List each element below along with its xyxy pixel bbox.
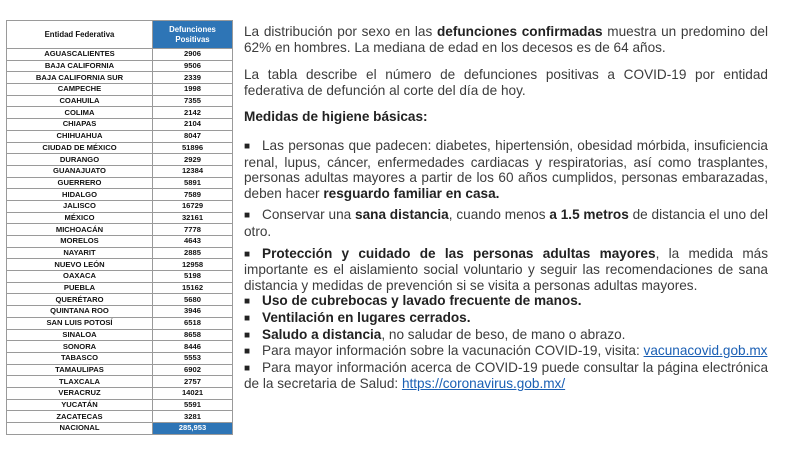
death-count: 2929 bbox=[153, 154, 233, 166]
bullet-cubrebocas: ■ Uso de cubrebocas y lavado frecuente de manos. bbox=[244, 293, 582, 309]
entity-name: QUINTANA ROO bbox=[7, 306, 153, 318]
death-count: 15162 bbox=[153, 282, 233, 294]
bullet-saludo: ■ Saludo a distancia, no saludar de beso, de mano o abrazo. bbox=[244, 326, 626, 342]
table-row bbox=[7, 224, 233, 236]
entity-name: GUANAJUATO bbox=[7, 165, 153, 177]
death-count: 7355 bbox=[153, 95, 233, 107]
entity-name: NUEVO LEÓN bbox=[7, 259, 153, 271]
entity-name: HIDALGO bbox=[7, 189, 153, 201]
entity-name: GUERRERO bbox=[7, 177, 153, 189]
paragraph-table-description: La tabla describe el número de defunciones positivas a COVID-19 por entidad federativa de defunción al corte del día de hoy. bbox=[244, 67, 768, 98]
entity-name: COAHUILA bbox=[7, 95, 153, 107]
death-count: 2885 bbox=[153, 247, 233, 259]
table-row bbox=[7, 306, 233, 318]
table-row bbox=[7, 376, 233, 388]
entity-name: BAJA CALIFORNIA SUR bbox=[7, 72, 153, 84]
table-total-row bbox=[7, 423, 233, 435]
table-row bbox=[7, 364, 233, 376]
death-count: 3946 bbox=[153, 306, 233, 318]
bullet-vulnerable-groups: ■ Las personas que padecen: diabetes, hipertensión, obesidad mórbida, insuficiencia renal, lupus, cáncer, enfermedades cardiacas y respiratorias, así como trasplantes, personas adultas mayores a partir de los 60 años cumplidos, personas embarazadas, deben hacer resguardo familiar en casa. bbox=[244, 137, 768, 201]
death-count: 51896 bbox=[153, 142, 233, 154]
entity-name: YUCATÁN bbox=[7, 399, 153, 411]
bullet-sana-distancia: ■ Conservar una sana distancia, cuando menos a 1.5 metros de distancia el uno del otro. bbox=[244, 207, 768, 239]
table-row bbox=[7, 341, 233, 353]
table-row bbox=[7, 329, 233, 341]
death-count: 2339 bbox=[153, 72, 233, 84]
entity-name: DURANGO bbox=[7, 154, 153, 166]
entity-name: QUERÉTARO bbox=[7, 294, 153, 306]
death-count: 5198 bbox=[153, 271, 233, 283]
entity-name: MÉXICO bbox=[7, 212, 153, 224]
entity-name: SONORA bbox=[7, 341, 153, 353]
entity-name: VERACRUZ bbox=[7, 387, 153, 399]
death-count: 6902 bbox=[153, 364, 233, 376]
entity-name: SAN LUIS POTOSÍ bbox=[7, 317, 153, 329]
death-count: 12384 bbox=[153, 165, 233, 177]
table-row bbox=[7, 49, 233, 61]
table-row bbox=[7, 60, 233, 72]
bullet-square-icon: ■ bbox=[244, 362, 251, 374]
death-count: 5680 bbox=[153, 294, 233, 306]
deaths-by-state-table-container bbox=[6, 20, 232, 435]
bullet-adultos-mayores: ■ Protección y cuidado de las personas adultas mayores, la medida más importante es el aislamiento social voluntario y seguir las recomendaciones de sana distancia y medidas de prevención si se visita a personas adultas mayores. bbox=[244, 245, 769, 293]
table-row bbox=[7, 317, 233, 329]
entity-name: MORELOS bbox=[7, 236, 153, 248]
entity-name: MICHOACÁN bbox=[7, 224, 153, 236]
table-row bbox=[7, 142, 233, 154]
entity-name: PUEBLA bbox=[7, 282, 153, 294]
death-count: 16729 bbox=[153, 200, 233, 212]
table-row bbox=[7, 84, 233, 96]
bullet-square-icon: ■ bbox=[244, 346, 251, 358]
table-row bbox=[7, 119, 233, 131]
death-count: 2104 bbox=[153, 119, 233, 131]
table-row bbox=[7, 399, 233, 411]
hygiene-heading: Medidas de higiene básicas: bbox=[244, 109, 428, 125]
deaths-by-state-table bbox=[6, 20, 233, 435]
table-row bbox=[7, 259, 233, 271]
entity-name: NAYARIT bbox=[7, 247, 153, 259]
table-row bbox=[7, 107, 233, 119]
bullet-square-icon: ■ bbox=[244, 329, 251, 341]
entity-name: CHIAPAS bbox=[7, 119, 153, 131]
death-count: 2906 bbox=[153, 49, 233, 61]
bullet-square-icon: ■ bbox=[244, 210, 251, 222]
death-count: 2757 bbox=[153, 376, 233, 388]
header-deaths: Defunciones Positivas bbox=[153, 21, 233, 49]
table-body bbox=[7, 49, 233, 423]
bullet-square-icon: ■ bbox=[244, 312, 251, 324]
entity-name: CHIHUAHUA bbox=[7, 130, 153, 142]
death-count: 8047 bbox=[153, 130, 233, 142]
bullet-ventilacion: ■ Ventilación en lugares cerrados. bbox=[244, 309, 471, 325]
bullet-square-icon: ■ bbox=[244, 140, 251, 152]
entity-name: OAXACA bbox=[7, 271, 153, 283]
death-count: 14021 bbox=[153, 387, 233, 399]
death-count: 32161 bbox=[153, 212, 233, 224]
death-count: 7589 bbox=[153, 189, 233, 201]
entity-name: TAMAULIPAS bbox=[7, 364, 153, 376]
table-row bbox=[7, 247, 233, 259]
entity-name: CIUDAD DE MÉXICO bbox=[7, 142, 153, 154]
death-count: 5891 bbox=[153, 177, 233, 189]
death-count: 5591 bbox=[153, 399, 233, 411]
coronavirus-link[interactable]: https://coronavirus.gob.mx/ bbox=[401, 376, 566, 392]
death-count: 12958 bbox=[153, 259, 233, 271]
entity-name: CAMPECHE bbox=[7, 84, 153, 96]
table-row bbox=[7, 387, 233, 399]
table-row bbox=[7, 72, 233, 84]
entity-name: JALISCO bbox=[7, 200, 153, 212]
death-count: 4643 bbox=[153, 236, 233, 248]
table-row bbox=[7, 200, 233, 212]
table-row bbox=[7, 95, 233, 107]
bullet-vacunacion: ■ Para mayor información sobre la vacunación COVID-19, visita: vacunacovid.gob.mx bbox=[244, 343, 768, 359]
table-row bbox=[7, 189, 233, 201]
table-row bbox=[7, 165, 233, 177]
death-count: 1998 bbox=[153, 84, 233, 96]
table-row bbox=[7, 212, 233, 224]
table-header-row bbox=[7, 21, 233, 49]
table-row bbox=[7, 177, 233, 189]
entity-name: BAJA CALIFORNIA bbox=[7, 60, 153, 72]
death-count: 5553 bbox=[153, 352, 233, 364]
table-row bbox=[7, 236, 233, 248]
entity-name: AGUASCALIENTES bbox=[7, 49, 153, 61]
total-value: 285,953 bbox=[153, 423, 233, 435]
death-count: 9506 bbox=[153, 60, 233, 72]
death-count: 8658 bbox=[153, 329, 233, 341]
table-row bbox=[7, 411, 233, 423]
death-count: 3281 bbox=[153, 411, 233, 423]
death-count: 2142 bbox=[153, 107, 233, 119]
table-row bbox=[7, 282, 233, 294]
entity-name: ZACATECAS bbox=[7, 411, 153, 423]
table-row bbox=[7, 352, 233, 364]
header-entity: Entidad Federativa bbox=[7, 21, 153, 49]
bullet-square-icon: ■ bbox=[244, 248, 251, 260]
entity-name: COLIMA bbox=[7, 107, 153, 119]
table-row bbox=[7, 154, 233, 166]
total-label: NACIONAL bbox=[7, 423, 153, 435]
death-count: 8446 bbox=[153, 341, 233, 353]
table-row bbox=[7, 271, 233, 283]
entity-name: SINALOA bbox=[7, 329, 153, 341]
table-row bbox=[7, 294, 233, 306]
death-count: 7778 bbox=[153, 224, 233, 236]
table-row bbox=[7, 130, 233, 142]
paragraph-sex-distribution: La distribución por sexo en las defunciones confirmadas muestra un predomino del 62% en hombres. La mediana de edad en los decesos es de 64 años. bbox=[244, 24, 768, 55]
entity-name: TLAXCALA bbox=[7, 376, 153, 388]
entity-name: TABASCO bbox=[7, 352, 153, 364]
bullet-salud-info: ■ Para mayor información acerca de COVID-19 puede consultar la página electrónica de la secretaria de Salud: https://coronavirus.gob.mx/ bbox=[244, 359, 768, 392]
vacunacion-link[interactable]: vacunacovid.gob.mx bbox=[643, 343, 768, 359]
text-column bbox=[244, 24, 768, 392]
bullet-square-icon: ■ bbox=[244, 296, 251, 308]
death-count: 6518 bbox=[153, 317, 233, 329]
